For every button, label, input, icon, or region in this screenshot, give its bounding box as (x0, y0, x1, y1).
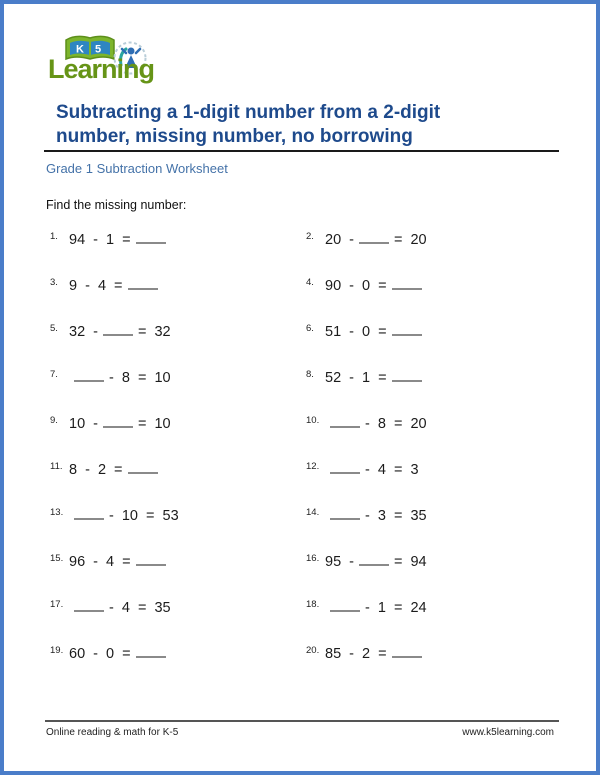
svg-text:5: 5 (95, 43, 102, 56)
problem-number: 2. (306, 231, 314, 242)
equation (69, 416, 171, 432)
problem-number: 3. (50, 277, 58, 288)
equation (69, 646, 171, 662)
problem-number: 20. (306, 645, 320, 656)
equation-post: = 10 (138, 416, 171, 432)
problem-number: 10. (306, 415, 320, 426)
footer-tagline: Online reading & math for K-5 (46, 727, 179, 738)
k5-learning-logo (46, 34, 186, 90)
problems-grid (50, 231, 562, 666)
problem-20 (306, 645, 562, 666)
equation (325, 232, 427, 248)
answer-blank[interactable] (359, 232, 389, 244)
problem-number: 14. (306, 507, 320, 518)
problem-8 (306, 369, 562, 390)
problem-10 (306, 415, 562, 436)
equation-post: - 4 = 3 (365, 462, 419, 478)
equation (325, 554, 427, 570)
problem-number: 6. (306, 323, 314, 334)
equation-pre: 51 - 0 = (325, 324, 387, 340)
problem-number: 11. (50, 461, 63, 472)
worksheet-subtitle: Grade 1 Subtraction Worksheet (46, 161, 228, 176)
problem-number: 4. (306, 277, 314, 288)
problem-number: 18. (306, 599, 320, 610)
answer-blank[interactable] (103, 416, 133, 428)
equation (325, 278, 427, 294)
equation (325, 370, 427, 386)
problem-18 (306, 599, 562, 620)
answer-blank[interactable] (392, 324, 422, 336)
problem-12 (306, 461, 562, 482)
problem-19 (50, 645, 306, 666)
equation-pre: 85 - 2 = (325, 646, 387, 662)
problem-number: 12. (306, 461, 320, 472)
logo-wordmark: Learning (48, 54, 155, 84)
equation (69, 508, 179, 524)
problem-number: 15. (50, 553, 64, 564)
answer-blank[interactable] (136, 646, 166, 658)
equation (69, 324, 171, 340)
answer-blank[interactable] (330, 462, 360, 474)
equation-post: = 20 (394, 232, 427, 248)
equation-pre: 20 - (325, 232, 354, 248)
problem-9 (50, 415, 306, 436)
problem-15 (50, 553, 306, 574)
answer-blank[interactable] (103, 324, 133, 336)
equation-pre: 8 - 2 = (69, 462, 123, 478)
problem-number: 7. (50, 369, 58, 380)
title-divider (44, 150, 559, 152)
problem-14 (306, 507, 562, 528)
answer-blank[interactable] (330, 508, 360, 520)
equation (325, 462, 419, 478)
equation (69, 600, 171, 616)
equation-post: - 10 = 53 (109, 508, 179, 524)
answer-blank[interactable] (392, 370, 422, 382)
problem-17 (50, 599, 306, 620)
equation-pre: 96 - 4 = (69, 554, 131, 570)
problem-5 (50, 323, 306, 344)
equation-post: = 32 (138, 324, 171, 340)
equation (69, 554, 171, 570)
equation (69, 232, 171, 248)
equation-pre: 60 - 0 = (69, 646, 131, 662)
equation-post: - 8 = 10 (109, 370, 171, 386)
equation-post: - 1 = 24 (365, 600, 427, 616)
equation (325, 324, 427, 340)
equation-pre: 9 - 4 = (69, 278, 123, 294)
footer-divider (45, 720, 559, 722)
equation (69, 370, 171, 386)
equation-pre: 52 - 1 = (325, 370, 387, 386)
equation-pre: 90 - 0 = (325, 278, 387, 294)
answer-blank[interactable] (128, 278, 158, 290)
problem-2 (306, 231, 562, 252)
problem-number: 17. (50, 599, 64, 610)
equation-pre: 10 - (69, 416, 98, 432)
problem-13 (50, 507, 306, 528)
worksheet-title (56, 101, 561, 149)
problem-1 (50, 231, 306, 252)
equation-post: - 3 = 35 (365, 508, 427, 524)
problem-number: 19. (50, 645, 64, 656)
equation-post: - 4 = 35 (109, 600, 171, 616)
problem-7 (50, 369, 306, 390)
equation-pre: 94 - 1 = (69, 232, 131, 248)
equation (69, 278, 163, 294)
problem-number: 5. (50, 323, 58, 334)
problem-16 (306, 553, 562, 574)
equation-pre: 95 - (325, 554, 354, 570)
problem-3 (50, 277, 306, 298)
problem-4 (306, 277, 562, 298)
answer-blank[interactable] (330, 416, 360, 428)
problem-number: 8. (306, 369, 314, 380)
answer-blank[interactable] (74, 370, 104, 382)
answer-blank[interactable] (128, 462, 158, 474)
answer-blank[interactable] (392, 278, 422, 290)
problem-number: 13. (50, 507, 64, 518)
answer-blank[interactable] (359, 554, 389, 566)
svg-text:K: K (76, 43, 84, 56)
equation (325, 646, 427, 662)
answer-blank[interactable] (136, 232, 166, 244)
problem-number: 16. (306, 553, 320, 564)
problem-11 (50, 461, 306, 482)
equation (325, 508, 427, 524)
equation (325, 600, 427, 616)
problem-number: 9. (50, 415, 58, 426)
instruction-text: Find the missing number: (46, 198, 187, 212)
title-line-1: Subtracting a 1-digit number from a 2-digit (56, 102, 441, 123)
problem-number: 1. (50, 231, 58, 242)
problem-6 (306, 323, 562, 344)
equation-post: - 8 = 20 (365, 416, 427, 432)
equation-pre: 32 - (69, 324, 98, 340)
equation (325, 416, 427, 432)
answer-blank[interactable] (330, 600, 360, 612)
answer-blank[interactable] (74, 600, 104, 612)
title-line-2: number, missing number, no borrowing (56, 126, 413, 147)
answer-blank[interactable] (136, 554, 166, 566)
answer-blank[interactable] (74, 508, 104, 520)
equation-post: = 94 (394, 554, 427, 570)
equation (69, 462, 163, 478)
footer-url[interactable]: www.k5learning.com (462, 727, 554, 738)
answer-blank[interactable] (392, 646, 422, 658)
